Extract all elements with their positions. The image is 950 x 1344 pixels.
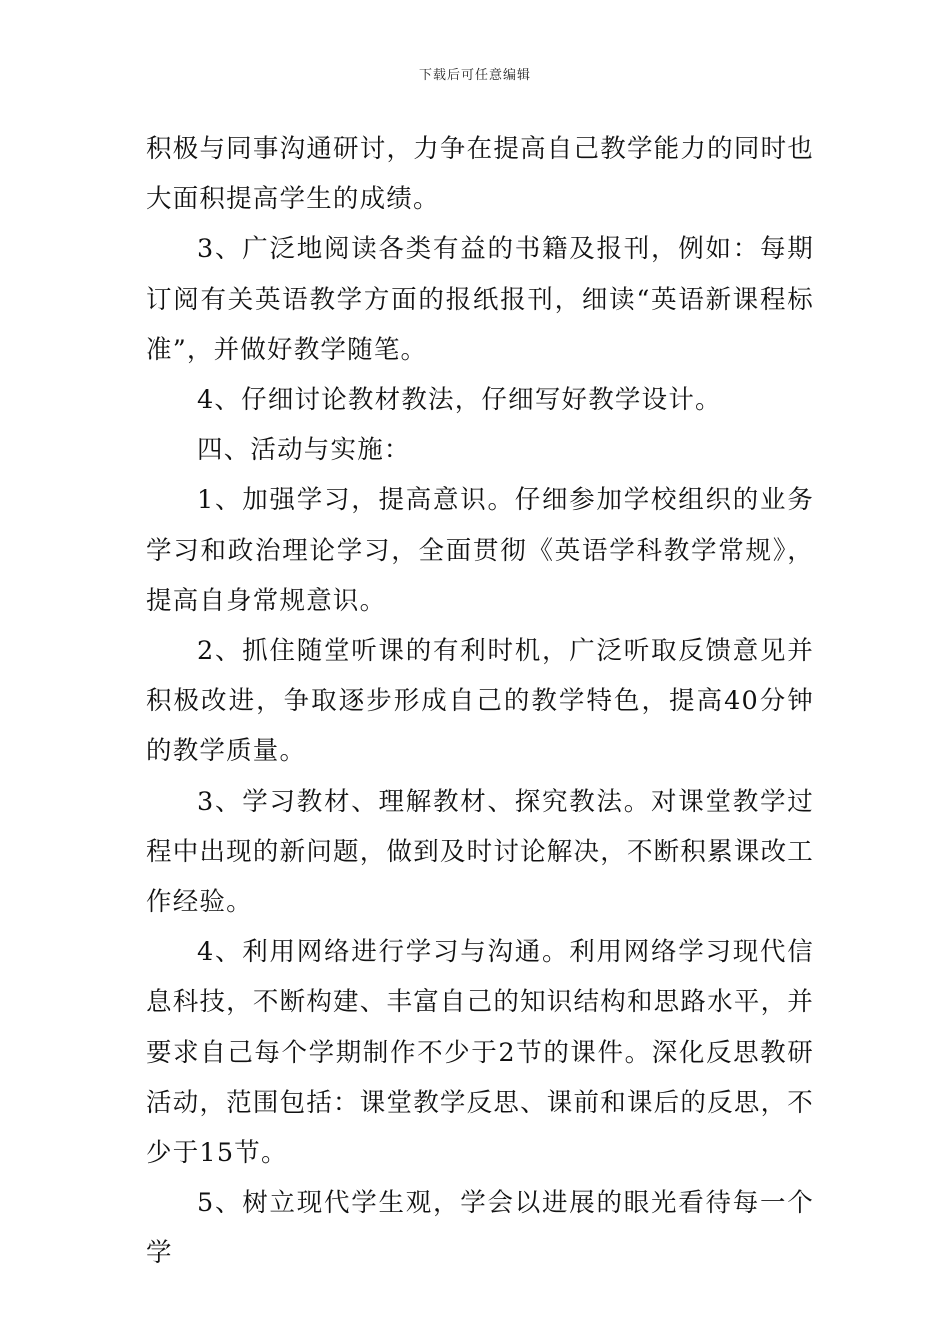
paragraph-item-textbook-study: 4、仔细讨论教材教法，仔细写好教学设计。 xyxy=(197,385,722,416)
document-body xyxy=(146,124,814,1279)
paragraph-item-student-view: 5、树立现代学生观，学会以进展的眼光看待每一个学 xyxy=(146,1188,814,1269)
paragraph-item-lesson-observation: 2、抓住随堂听课的有利时机，广泛听取反馈意见并积极改进，争取逐步形成自己的教学特色，提高40分钟的教学质量。 xyxy=(146,636,814,767)
paragraph-item-strengthen-learning: 1、加强学习，提高意识。仔细参加学校组织的业务学习和政治理论学习，全面贯彻《英语学科教学常规》，提高自身常规意识。 xyxy=(146,485,814,616)
paragraph-item-teaching-materials: 3、学习教材、理解教材、探究教法。对课堂教学过程中出现的新问题，做到及时讨论解决，不断积累课改工作经验。 xyxy=(146,786,814,918)
paragraph-item-network-learning: 4、利用网络进行学习与沟通。利用网络学习现代信息科技，不断构建、丰富自己的知识结构和思路水平，并要求自己每个学期制作不少于2节的课件。深化反思教研活动，范围包括：课堂教学反思、课前和课后的反思，不少于15节。 xyxy=(146,937,814,1169)
page-header-note: 下载后可任意编辑 xyxy=(418,68,531,83)
paragraph-continuation: 积极与同事沟通研讨，力争在提高自己教学能力的同时也大面积提高学生的成绩。 xyxy=(146,134,814,215)
paragraph-item-reading: 3、广泛地阅读各类有益的书籍及报刊，例如：每期订阅有关英语教学方面的报纸报刊，细读“英语新课程标准”，并做好教学随笔。 xyxy=(146,234,814,365)
section-heading-activities: 四、活动与实施： xyxy=(197,435,411,466)
